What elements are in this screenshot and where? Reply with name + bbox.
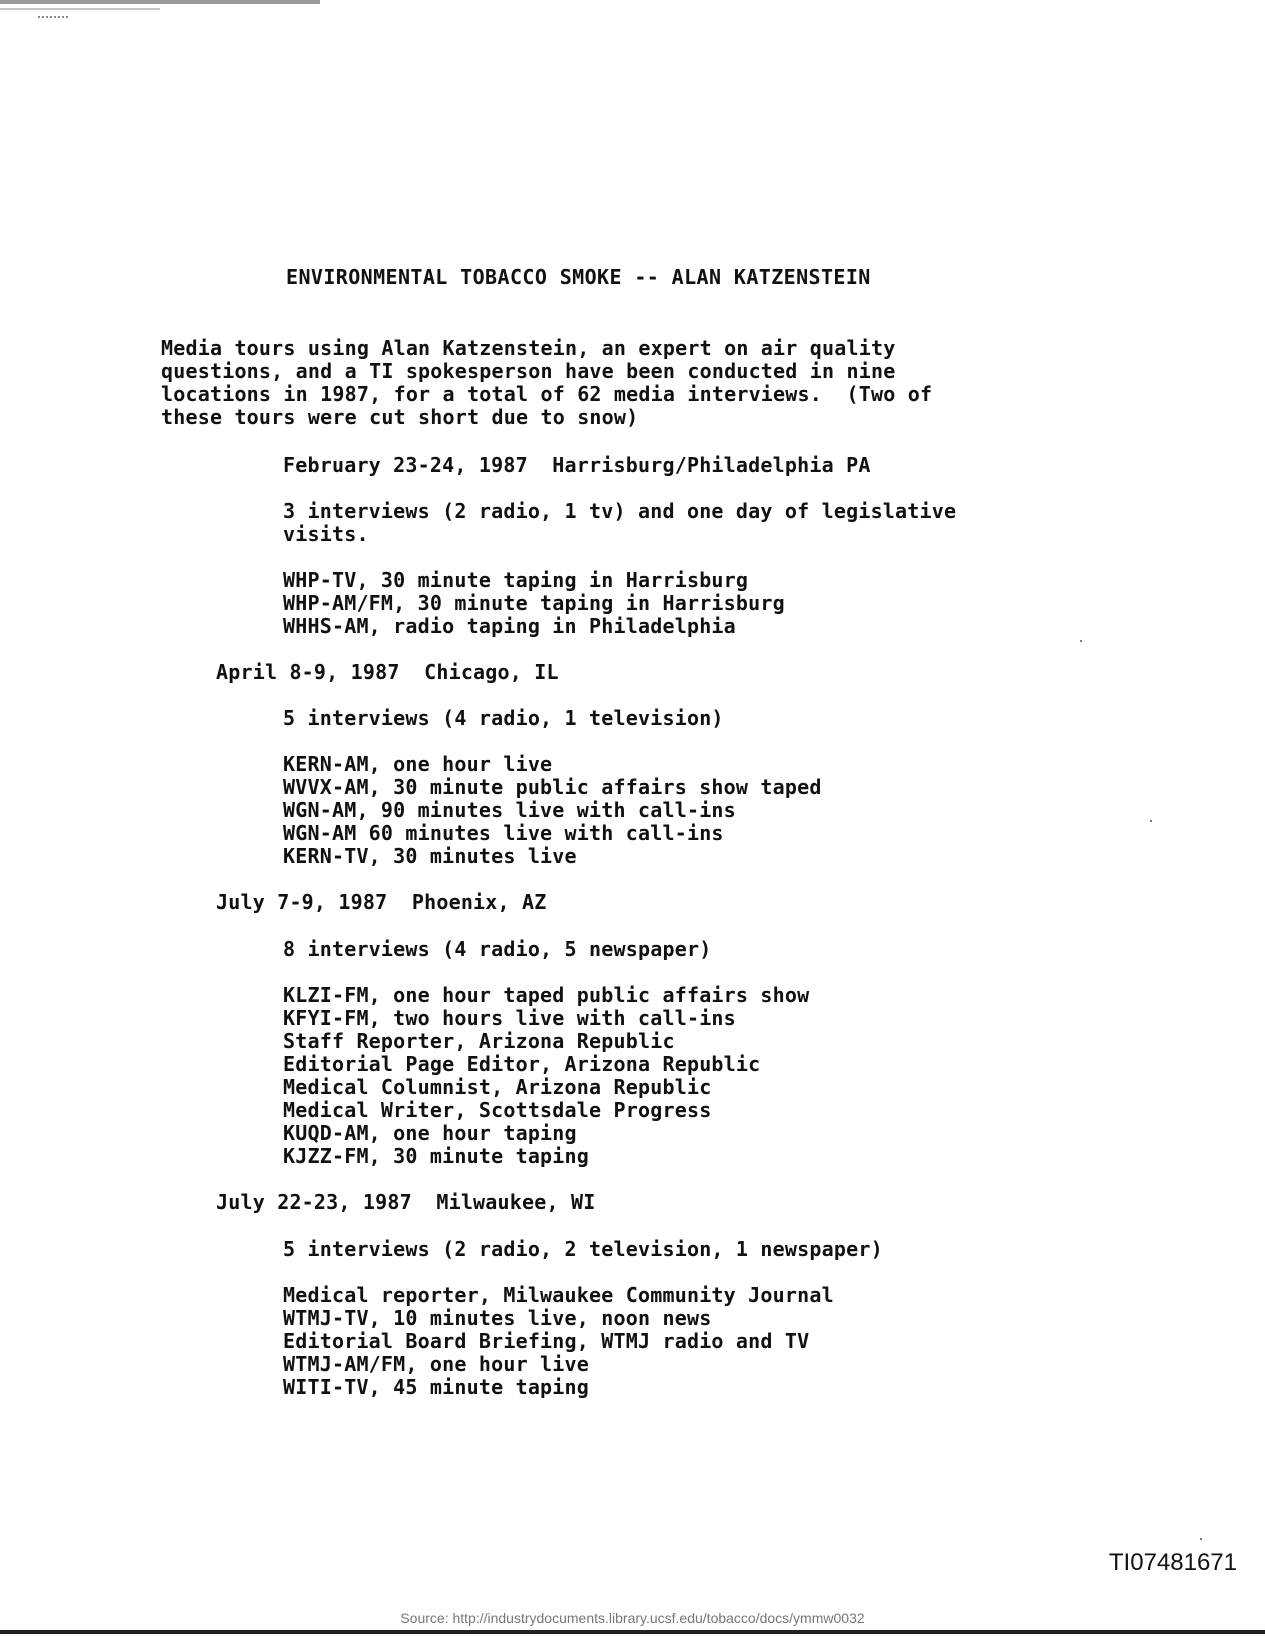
list-item: KERN-AM, one hour live	[283, 752, 553, 776]
scan-speck	[1150, 820, 1152, 822]
list-item: WVVX-AM, 30 minute public affairs show taped	[283, 775, 822, 799]
list-item: KFYI-FM, two hours live with call-ins	[283, 1006, 736, 1030]
scan-speck	[1080, 640, 1082, 642]
list-item: WHP-TV, 30 minute taping in Harrisburg	[283, 568, 749, 592]
tour-heading: April 8-9, 1987 Chicago, IL	[216, 660, 559, 684]
intro-line: Media tours using Alan Katzenstein, an expert on air quality	[161, 336, 896, 360]
list-item: WTMJ-AM/FM, one hour live	[283, 1352, 590, 1376]
scan-edge-line	[0, 0, 320, 4]
tour-heading: February 23-24, 1987 Harrisburg/Philadelphia PA	[283, 453, 871, 477]
intro-line: these tours were cut short due to snow)	[161, 405, 639, 429]
list-item: WITI-TV, 45 minute taping	[283, 1375, 590, 1399]
document-title: ENVIRONMENTAL TOBACCO SMOKE -- ALAN KATZENSTEIN	[286, 265, 871, 289]
tour-summary: visits.	[283, 522, 369, 546]
intro-line: locations in 1987, for a total of 62 media interviews. (Two of	[161, 382, 933, 406]
list-item: WTMJ-TV, 10 minutes live, noon news	[283, 1306, 712, 1330]
list-item: Staff Reporter, Arizona Republic	[283, 1029, 675, 1053]
tour-summary: 8 interviews (4 radio, 5 newspaper)	[283, 937, 712, 961]
list-item: WHHS-AM, radio taping in Philadelphia	[283, 614, 736, 638]
list-item: Medical Writer, Scottsdale Progress	[283, 1098, 712, 1122]
scan-bottom-edge	[0, 1630, 1265, 1634]
list-item: WGN-AM 60 minutes live with call-ins	[283, 821, 724, 845]
list-item: WGN-AM, 90 minutes live with call-ins	[283, 798, 736, 822]
tour-heading: July 22-23, 1987 Milwaukee, WI	[216, 1190, 596, 1214]
intro-line: questions, and a TI spokesperson have been conducted in nine	[161, 359, 896, 383]
scan-edge-line	[0, 8, 160, 10]
tour-heading: July 7-9, 1987 Phoenix, AZ	[216, 890, 547, 914]
list-item: Medical reporter, Milwaukee Community Journal	[283, 1283, 834, 1307]
document-id: TI07481671	[1108, 1549, 1237, 1576]
scan-mark	[38, 16, 68, 20]
list-item: Editorial Board Briefing, WTMJ radio and TV	[283, 1329, 810, 1353]
tour-summary: 5 interviews (4 radio, 1 television)	[283, 706, 724, 730]
list-item: Medical Columnist, Arizona Republic	[283, 1075, 712, 1099]
list-item: KUQD-AM, one hour taping	[283, 1121, 577, 1145]
list-item: WHP-AM/FM, 30 minute taping in Harrisburg	[283, 591, 785, 615]
list-item: KLZI-FM, one hour taped public affairs show	[283, 983, 810, 1007]
list-item: KERN-TV, 30 minutes live	[283, 844, 577, 868]
tour-summary: 3 interviews (2 radio, 1 tv) and one day of legislative	[283, 499, 957, 523]
tour-summary: 5 interviews (2 radio, 2 television, 1 newspaper)	[283, 1237, 883, 1261]
source-url: Source: http://industrydocuments.library.ucsf.edu/tobacco/docs/ymmw0032	[400, 1610, 865, 1626]
scan-speck	[1200, 1538, 1202, 1540]
list-item: KJZZ-FM, 30 minute taping	[283, 1144, 590, 1168]
list-item: Editorial Page Editor, Arizona Republic	[283, 1052, 761, 1076]
